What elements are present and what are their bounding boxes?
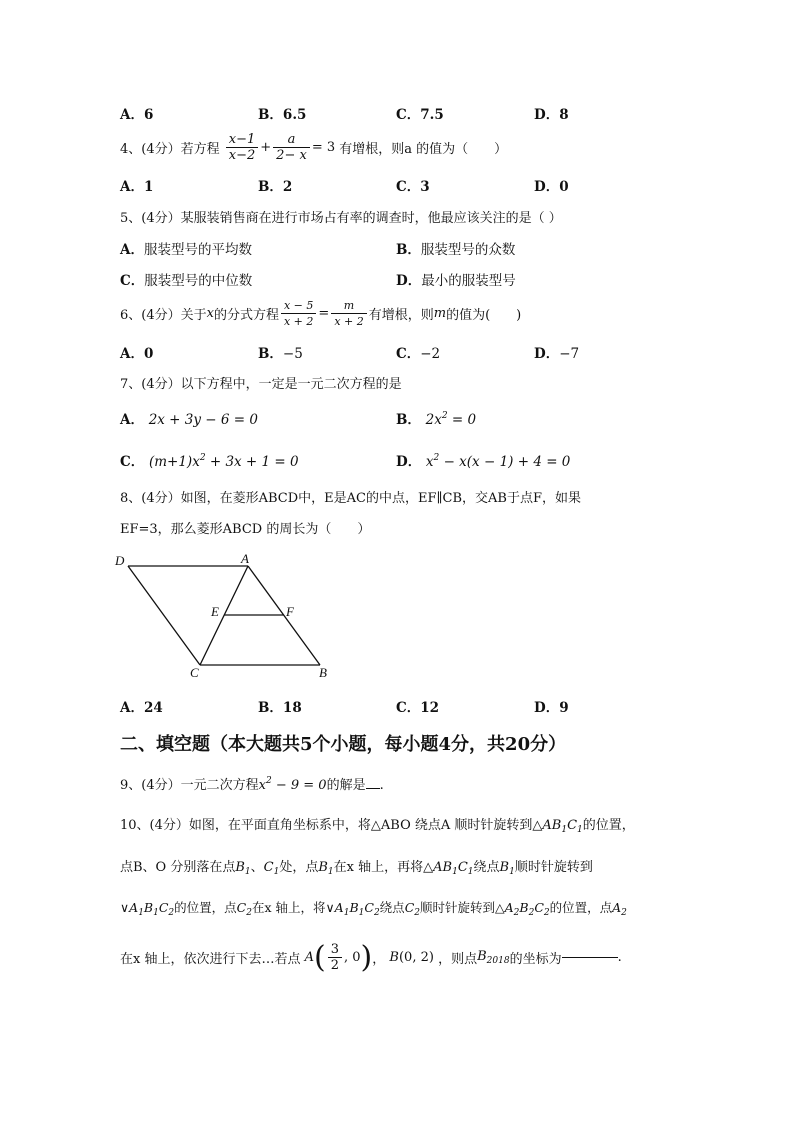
q7-option-b: B． $2x^2 = 0$ [396,411,477,428]
q5-option-a: A．服装型号的平均数 [120,242,252,258]
label-f: F [286,604,294,619]
label-e: E [211,604,219,619]
q6-option-a: A．0 [120,346,154,362]
section-2-heading: 二、填空题（本大题共5个小题，每小题4分，共20分） [120,734,567,755]
label-b: B [319,665,327,680]
q4-fraction-1: $\frac{x-1}{x-2}$ [226,132,259,163]
q6-fraction-2: $\frac{m}{x + 2}$ [331,298,366,329]
question-8-line-2: EF=3，那么菱形ABCD 的周长为（ ） [120,522,371,537]
q8-option-c: C．12 [396,700,440,716]
question-10-line-4: 在x 轴上，依次进行下去…若点 A( $\frac{3}{2}$ , 0)， B(0, 2) ，则点$B_{2018}$的坐标为 . [120,940,622,975]
question-8-line-1: 8、(4分）如图，在菱形ABCD中，E是AC的中点，EF∥CB，交AB于点F，如果 [120,491,581,506]
q4-option-d: D．0 [534,179,569,195]
question-6: 6、(4分）关于x的分式方程 $\frac{x - 5}{x + 2}$ = $\frac{m}{x + 2}$ 有增根，则m的值为( ) [120,299,522,328]
label-d: D [115,553,125,568]
rhombus-figure [110,548,340,688]
q7-option-d: D． $x^2 - x(x - 1) + 4 = 0$ [396,453,571,470]
q5-option-c: C．服装型号的中位数 [120,273,253,289]
q7-option-c: C． $(m+1)x^2 + 3x + 1 = 0$ [120,453,299,470]
question-5: 5、(4分）某服装销售商在进行市场占有率的调查时，他最应该关注的是（ ） [120,211,562,226]
q7-option-a: A． 2x + 3y − 6 = 0 [120,412,258,428]
q6-fraction-1: $\frac{x - 5}{x + 2}$ [281,298,316,329]
q6-option-c: C．−2 [396,346,441,362]
q8-option-b: B．18 [258,700,302,716]
question-10-line-3: $\vee A_1B_1C_2$的位置，点$C_2$在x 轴上，将$\vee A_1B_1C_2$绕点$C_2$顺时针旋转到$\triangle A_2B_2C_2$的位置，点$A_2$ [120,900,627,918]
q3-option-c: C．7.5 [396,107,444,123]
edge-cd [128,566,200,665]
q4-option-b: B．2 [258,179,293,195]
q8-option-d: D．9 [534,700,569,716]
q5-option-d: D．最小的服装型号 [396,273,516,289]
q4-option-c: C．3 [396,179,430,195]
q3-option-a: A．6 [120,107,154,123]
q8-option-a: A．24 [120,700,163,716]
label-c: C [190,665,199,680]
q10-fraction-3-2: $\frac{3}{2}$ [328,942,342,973]
q6-option-b: B．−5 [258,346,303,362]
q3-option-b: B．6.5 [258,107,307,123]
q4-option-a: A．1 [120,179,154,195]
q10-answer-blank[interactable] [562,957,618,958]
q4-fraction-2: $\frac{a}{2- x}$ [273,132,310,163]
q5-option-b: B．服装型号的众数 [396,242,516,258]
question-7: 7、(4分）以下方程中，一定是一元二次方程的是 [120,377,402,392]
label-a: A [241,551,249,566]
question-4: 4、(4分）若方程 $\frac{x-1}{x-2}$ + $\frac{a}{2- x}$ = 3 有增根，则a 的值为（ ） [120,132,508,163]
question-9: 9、(4分）一元二次方程$x^2 - 9 = 0$的解是 . [120,776,384,793]
question-10-line-2: 点B、O 分别落在点$B_1$、$C_1$处，点$B_1$在x 轴上，再将$\triangle AB_1C_1$绕点$B_1$顺时针旋转到 [120,860,593,877]
q3-option-d: D．8 [534,107,569,123]
q9-answer-blank[interactable] [366,788,380,789]
question-10-line-1: 10、(4分）如图，在平面直角坐标系中，将△ABO 绕点A 顺时针旋转到$\triangle AB_1C_1$的位置， [120,818,635,835]
q6-option-d: D．−7 [534,346,580,362]
